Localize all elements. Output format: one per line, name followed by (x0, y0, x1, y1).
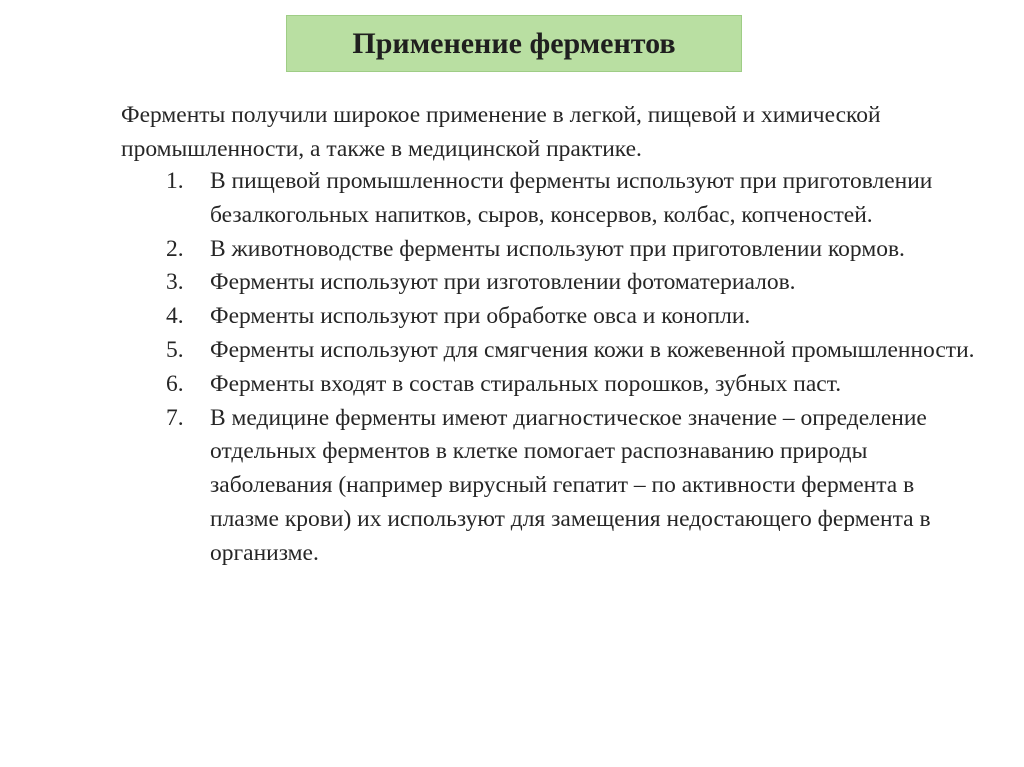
list-item-number: 5. (166, 336, 184, 363)
list-item-text: В животноводстве ферменты используют при приготовлении кормов. (210, 235, 905, 262)
list-item-number: 2. (166, 235, 184, 262)
list-item (166, 402, 986, 571)
list-item-text: Ферменты используют при изготовлении фотоматериалов. (210, 269, 796, 296)
list-item-number: 6. (166, 370, 184, 397)
list-item-text: В медицине ферменты имеют диагностическое значение – определение отдельных ферментов в клетке помогает распознаванию природы заболевания (например вирусный гепатит – по активности фермента в плазме крови) их используют для замещения недостающего фермента в организме. (210, 404, 931, 566)
list-item-number: 1. (166, 168, 184, 194)
intro-paragraph: Ферменты получили широкое применение в легкой, пищевой и химической промышленности, а также в медицинской практике. (121, 102, 881, 162)
list-item-text: В пищевой промышленности ферменты используют при приготовлении безалкогольных напитков, сыров, консервов, колбас, копченостей. (210, 168, 933, 228)
applications-list (166, 165, 986, 571)
list-item (166, 300, 986, 334)
list-item-text: Ферменты используют при обработке овса и конопли. (210, 303, 751, 330)
list-item (166, 165, 986, 233)
list-item-number: 4. (166, 303, 184, 330)
list-item (166, 368, 986, 402)
list-item (166, 266, 986, 300)
list-item-number: 3. (166, 269, 184, 296)
list-item-number: 7. (166, 404, 184, 431)
slide-title: Применение ферментов (352, 26, 676, 60)
list-item-text: Ферменты входят в состав стиральных порошков, зубных паст. (210, 370, 842, 397)
title-box (286, 15, 742, 72)
list-item (166, 233, 986, 267)
list-item (166, 334, 986, 368)
list-item-text: Ферменты используют для смягчения кожи в кожевенной промышленности. (210, 336, 975, 363)
